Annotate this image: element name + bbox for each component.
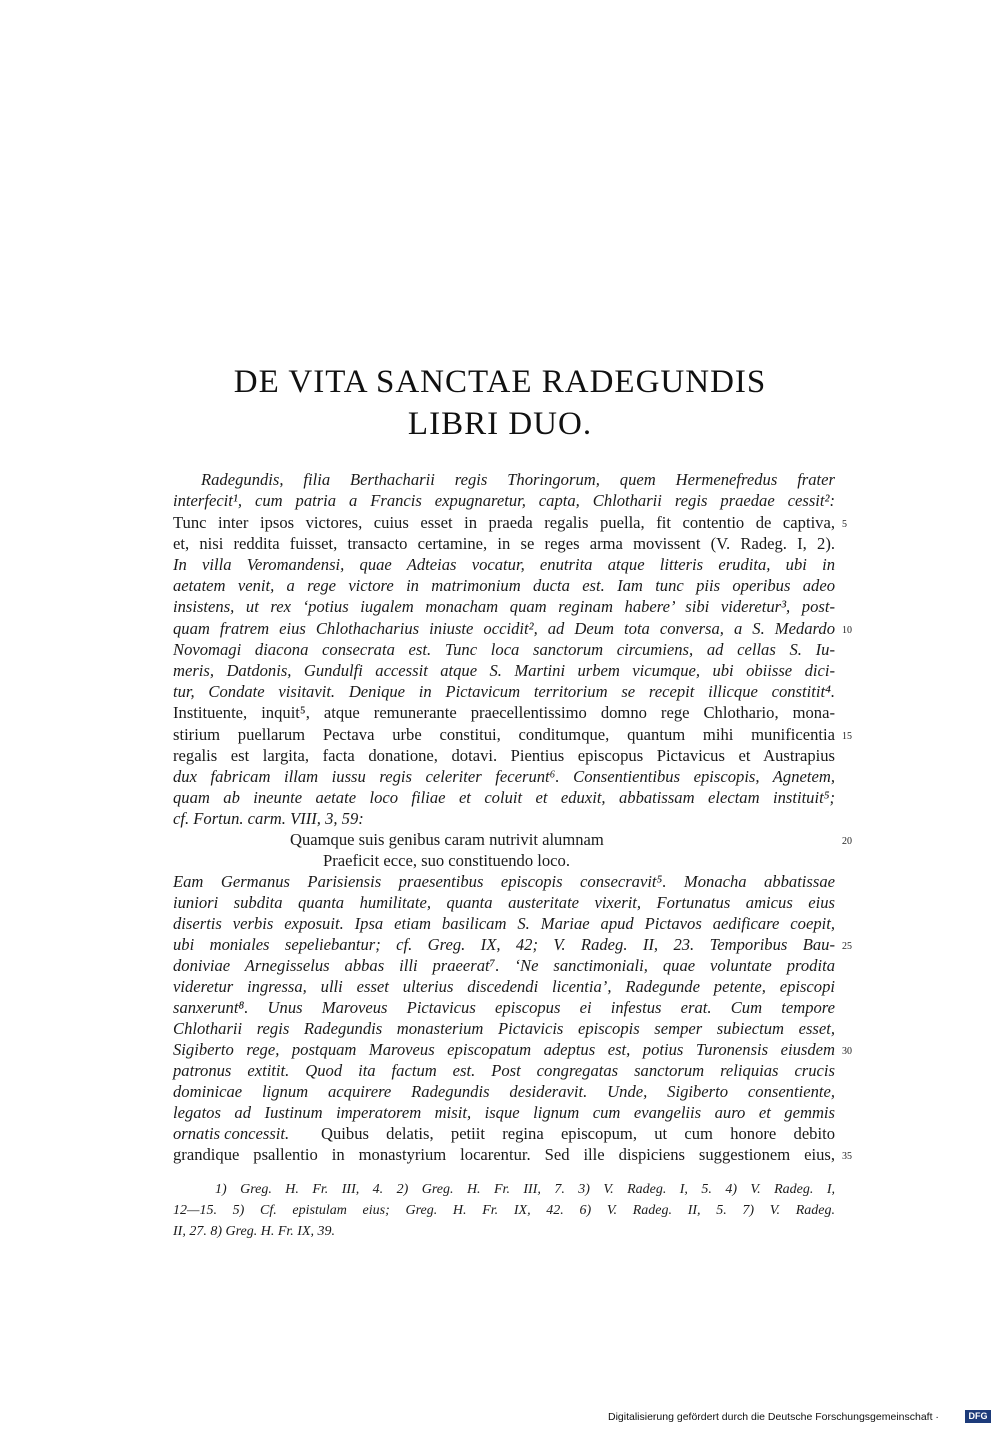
body-line: doniviae Arnegisselus abbas illi praeerat⁷. ‘Ne sanctimoniali, quae voluntate prodita (173, 956, 835, 975)
body-line: regalis est largita, facta donatione, dotavi. Pientius episcopus Pictavicus et Austrapius (173, 746, 835, 765)
body-line: grandique psallentio in monastyrium locarentur. Sed ille dispiciens suggestionem eius, (173, 1145, 835, 1164)
body-line: interfecit¹, cum patria a Francis expugnaretur, capta, Chlotharii regis praedae cessit²: (173, 491, 835, 510)
line-number: 10 (842, 625, 852, 636)
line-number: 30 (842, 1046, 852, 1057)
body-line: videretur ingressa, ulli esset ulterius discedendi licentia’, Radegunde petente, episcopi (173, 977, 835, 996)
body-line: Novomagi diacona consecrata est. Tunc loca sanctorum circumiens, ad cellas S. Iu- (173, 640, 835, 659)
body-line: ornatis concessit. (173, 1124, 290, 1143)
line-number: 35 (842, 1151, 852, 1162)
body-line: cf. Fortun. carm. VIII, 3, 59: (173, 809, 364, 828)
body-line: Sigiberto rege, postquam Maroveus episcopatum adeptus est, potius Turonensis eiusdem (173, 1040, 835, 1059)
body-line: meris, Datdonis, Gundulfi accessit atque S. Martini urbem vicumque, ubi obiisse dici- (173, 661, 835, 680)
body-line: ubi moniales sepeliebantur; cf. Greg. IX, 42; V. Radeg. II, 23. Temporibus Bau- (173, 935, 835, 954)
dfg-logo-icon: DFG (965, 1410, 991, 1423)
footnote-line: 1) Greg. H. Fr. III, 4. 2) Greg. H. Fr. III, 7. 3) V. Radeg. I, 5. 4) V. Radeg. I, (215, 1182, 835, 1197)
body-line: quam ab ineunte aetate loco filiae et coluit et eduxit, abbatissam electam instituit⁵; (173, 788, 835, 807)
title-line-1: DE VITA SANCTAE RADEGUNDIS (233, 364, 767, 400)
body-line: dominicae lignum acquirere Radegundis desideravit. Unde, Sigiberto consentiente, (173, 1082, 835, 1101)
footnote-line: II, 27. 8) Greg. H. Fr. IX, 39. (173, 1224, 336, 1239)
verse-line: Praeficit ecce, suo constituendo loco. (323, 851, 570, 870)
body-line: disertis verbis exposuit. Ipsa etiam basilicam S. Mariae apud Pictavos aedificare coepit, (173, 914, 835, 933)
body-line: insistens, ut rex ‘potius iugalem monacham quam reginam habere’ sibi videretur³, post- (173, 597, 835, 616)
body-line: Instituente, inquit⁵, atque remunerante praecellentissimo domno rege Chlothario, mona- (173, 703, 835, 722)
body-line: Tunc inter ipsos victores, cuius esset in praeda regalis puella, fit contentio de captiva, (173, 513, 835, 532)
body-line: quam fratrem eius Chlothacharius iniuste occidit², ad Deum tota conversa, a S. Medardo (173, 619, 835, 638)
body-line: patronus extitit. Quod ita factum est. Post congregatas sanctorum reliquias crucis (173, 1061, 835, 1080)
body-line: sanxerunt⁸. Unus Maroveus Pictavicus episcopus ei infestus erat. Cum tempore (173, 998, 835, 1017)
body-line: legatos ad Iustinum imperatorem misit, isque lignum cum evangeliis auro et gemmis (173, 1103, 835, 1122)
body-line: Quibus delatis, petiit regina episcopum, ut cum honore debito (321, 1124, 835, 1143)
body-line: Chlotharii regis Radegundis monasterium Pictavicis episcopis semper subiectum esset, (173, 1019, 835, 1038)
line-number: 25 (842, 941, 852, 952)
body-line: iuniori subdita quanta humilitate, quanta austeritate vixerit, Fortunatus amicus eius (173, 893, 835, 912)
line-number: 15 (842, 731, 852, 742)
title-line-2: LIBRI DUO. (407, 406, 593, 442)
body-line: In villa Veromandensi, quae Adteias vocatur, enutrita atque litteris erudita, ubi in (173, 555, 835, 574)
body-line: tur, Condate visitavit. Denique in Pictavicum territorium se recepit illicque constitit⁴. (173, 682, 835, 701)
body-line: Radegundis, filia Berthacharii regis Thoringorum, quem Hermenefredus frater (201, 470, 835, 489)
body-line: dux fabricam illam iussu regis celeriter fecerunt⁶. Consentientibus episcopis, Agnetem, (173, 767, 835, 786)
body-line: et, nisi reddita fuisset, transacto certamine, in se reges arma movissent (V. Radeg. I, 2). (173, 534, 835, 553)
footnote-line: 12—15. 5) Cf. epistulam eius; Greg. H. Fr. IX, 42. 6) V. Radeg. II, 5. 7) V. Radeg. (173, 1203, 835, 1218)
funding-notice: Digitalisierung gefördert durch die Deutsche Forschungsgemeinschaft · (608, 1411, 939, 1423)
body-line: stirium puellarum Pectava urbe constitui, conditumque, quantum mihi munificentia (173, 725, 835, 744)
line-number: 5 (842, 519, 847, 530)
body-line: Eam Germanus Parisiensis praesentibus episcopis consecravit⁵. Monacha abbatissae (173, 872, 835, 891)
body-line: aetatem venit, a rege victore in matrimonium ducta est. Iam tunc piis operibus adeo (173, 576, 835, 595)
line-number: 20 (842, 836, 852, 847)
verse-line: Quamque suis genibus caram nutrivit alumnam (290, 830, 604, 849)
